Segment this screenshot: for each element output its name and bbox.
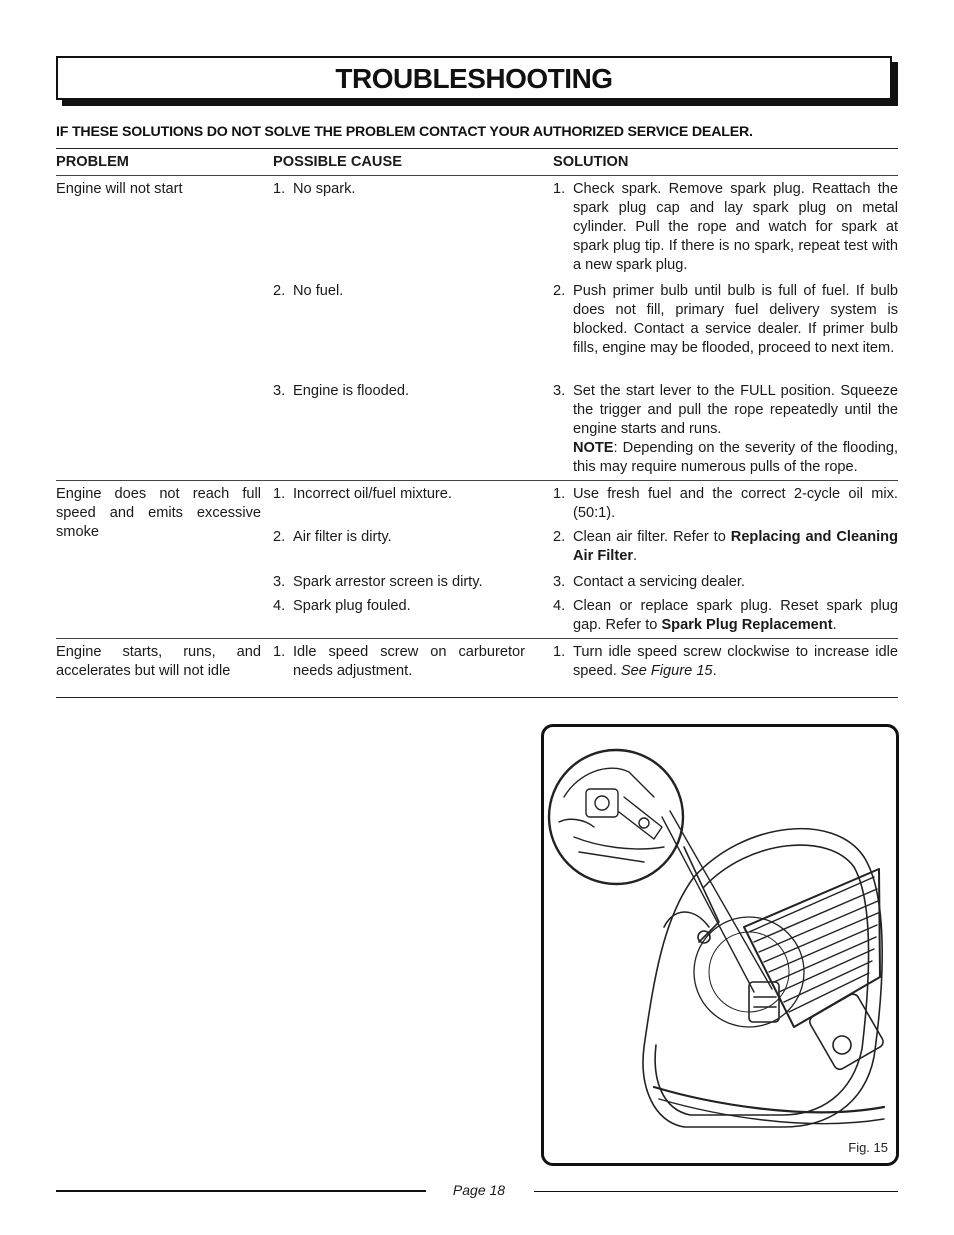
cause-text: Air filter is dirty. [293, 529, 392, 545]
solution-number: 2. [553, 529, 566, 545]
header-cause: POSSIBLE CAUSE [273, 149, 553, 176]
footer-rule-right [534, 1191, 898, 1192]
solution-text-main: Turn idle speed screw clockwise to increase idle speed. [573, 644, 898, 679]
cause-number: 3. [273, 574, 286, 590]
solution-text: Contact a servicing dealer. [573, 574, 745, 590]
entry-row [273, 569, 898, 593]
solution-number: 1. [553, 181, 566, 197]
cause [273, 282, 553, 378]
cause-text: No spark. [293, 181, 356, 197]
solution [553, 282, 898, 378]
entry-row [273, 639, 898, 697]
solution-tail: . [712, 663, 717, 679]
solution-text: Check spark. Remove spark plug. Reattach the spark plug cap and lay spark plug on metal cylinder. Pull the rope and watch for spark at spark plug tip. If there is no spark, repeat test with a new spark plug. [573, 181, 898, 273]
cause-number: 2. [273, 529, 286, 545]
solution-text [573, 528, 898, 569]
cause-text: Spark plug fouled. [293, 598, 411, 614]
service-notice: IF THESE SOLUTIONS DO NOT SOLVE THE PROBLEM CONTACT YOUR AUTHORIZED SERVICE DEALER. [56, 124, 753, 140]
solution [553, 485, 898, 524]
figure-reference: See Figure 15 [620, 663, 713, 679]
problem-cell: Engine does not reach full speed and emits excessive smoke [56, 481, 273, 639]
solution-number: 1. [553, 644, 566, 660]
solution-number: 3. [553, 383, 566, 399]
note-text: : Depending on the severity of the flooding, this may require numerous pulls of the rope. [573, 440, 898, 475]
cause-number: 3. [273, 383, 286, 399]
solution-tail: . [633, 548, 638, 564]
cause [273, 573, 553, 593]
table-row [56, 639, 898, 698]
solution-text [573, 597, 898, 635]
cause-solution-cell [273, 481, 898, 639]
solution [553, 382, 898, 477]
cause [273, 643, 553, 697]
solution [553, 597, 898, 635]
solution-number: 2. [553, 283, 566, 299]
cause-number: 4. [273, 598, 286, 614]
cause-number: 1. [273, 486, 286, 502]
cause-number: 1. [273, 181, 286, 197]
table-row [56, 481, 898, 639]
section-reference: Spark Plug Replacement [661, 617, 833, 633]
cause-text: Incorrect oil/fuel mixture. [293, 486, 452, 502]
cause-text: Spark arrestor screen is dirty. [293, 574, 483, 590]
problem-cell: Engine will not start [56, 176, 273, 481]
note-label: NOTE [573, 440, 614, 456]
solution [553, 180, 898, 278]
solution-number: 3. [553, 574, 566, 590]
cause [273, 528, 553, 569]
cause [273, 485, 553, 524]
solution-number: 4. [553, 598, 566, 614]
footer-rule-left [56, 1190, 426, 1192]
header-solution: SOLUTION [553, 149, 898, 176]
entry-row [273, 176, 898, 278]
cause-solution-cell [273, 176, 898, 481]
solution-text [573, 643, 898, 697]
solution [553, 573, 898, 593]
title-box [56, 56, 892, 100]
figure-15 [541, 724, 899, 1166]
page-number: Page 18 [452, 1182, 506, 1198]
section-reference: Replacing and Cleaning Air Filter [573, 529, 898, 564]
solution-text: Use fresh fuel and the correct 2-cycle oil mix. (50:1). [573, 486, 898, 521]
entry-row [273, 481, 898, 524]
cause-number: 1. [273, 644, 286, 660]
cause-text: No fuel. [293, 283, 344, 299]
solution [553, 643, 898, 697]
cause [273, 597, 553, 635]
solution-text-main: Set the start lever to the FULL position. Squeeze the trigger and pull the rope repeatedly until the engine starts and runs. [573, 383, 898, 437]
cause-solution-cell [273, 639, 898, 698]
solution-tail: . [832, 617, 837, 633]
cause-text: Idle speed screw on carburetor needs adjustment. [293, 644, 525, 679]
cause-text: Engine is flooded. [293, 383, 410, 399]
table-header-row [56, 149, 898, 176]
entry-row [273, 378, 898, 480]
solution-number: 1. [553, 486, 566, 502]
entry-row [273, 593, 898, 638]
entry-row [273, 524, 898, 569]
header-problem: PROBLEM [56, 149, 273, 176]
cause-number: 2. [273, 283, 286, 299]
cause [273, 382, 553, 477]
solution-text-main: Clean air filter. Refer to [573, 529, 731, 545]
entry-row [273, 278, 898, 378]
troubleshooting-table [56, 148, 898, 698]
cause [273, 180, 553, 278]
problem-cell: Engine starts, runs, and accelerates but will not idle [56, 639, 273, 698]
blower-engine-illustration-icon [544, 727, 896, 1163]
solution-text-main: Clean or replace spark plug. Reset spark plug gap. Refer to [573, 598, 898, 633]
solution [553, 528, 898, 569]
solution-text [573, 382, 898, 477]
page-title: TROUBLESHOOTING [335, 63, 613, 94]
figure-caption: Fig. 15 [848, 1140, 888, 1155]
table-row [56, 176, 898, 481]
solution-text: Push primer bulb until bulb is full of fuel. If bulb does not fill, primary fuel delivery system is blocked. Contact a service dealer. If primer bulb fills, engine may be flooded, proceed to next item. [573, 283, 898, 356]
